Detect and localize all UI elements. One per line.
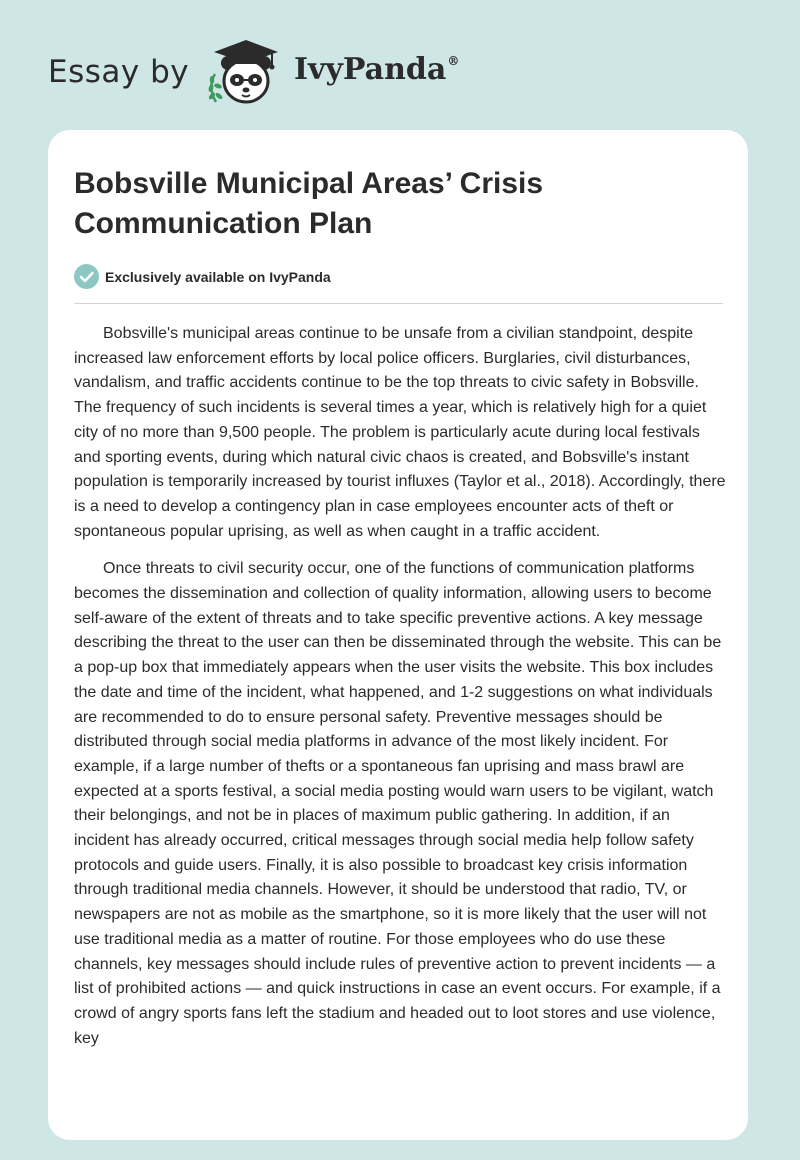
badge-label: Exclusively available on IvyPanda xyxy=(105,269,331,285)
exclusive-badge xyxy=(74,264,674,290)
essay-body xyxy=(74,322,726,1064)
divider xyxy=(74,303,723,304)
registered-mark: ® xyxy=(447,54,460,68)
check-circle-icon xyxy=(74,264,99,289)
article-card xyxy=(48,130,748,1140)
brand-prefix: Essay by xyxy=(48,54,190,90)
brand-name[interactable] xyxy=(294,52,459,87)
panda-logo-icon[interactable] xyxy=(202,36,286,108)
paragraph: Bobsville's municipal areas continue to be unsafe from a civilian standpoint, despite increased law enforcement efforts by local police officers. Burglaries, civil disturbances, vandalism, and traffic accidents continue to be the top threats to civic safety in Bobsville. The frequency of such incidents is several times a year, which is relatively high for a quiet city of no more than 9,500 people. The problem is particularly acute during local festivals and sporting events, during which natural civic chaos is created, and Bobsville's instant population is temporarily increased by tourist influxes (Taylor et al., 2018). Accordingly, there is a need to develop a contingency plan in case employees encounter acts of theft or spontaneous popular uprising, as well as when caught in a traffic accident. xyxy=(74,325,726,540)
site-header xyxy=(48,36,468,106)
brand-name-text: IvyPanda xyxy=(294,52,447,87)
page-title: Bobsville Municipal Areas’ Crisis Communication Plan xyxy=(74,167,544,240)
paragraph: Once threats to civil security occur, one of the functions of communication platforms becomes the dissemination and collection of quality information, allowing users to become self-aware of the extent of threats and to take specific preventive actions. A key message describing the threat to the user can then be disseminated through the website. This can be a pop-up box that immediately appears when the user visits the website. This box includes the date and time of the incident, what happened, and 1-2 suggestions on what individuals are recommended to do to ensure personal safety. Preventive messages should be distributed through social media platforms in advance of the most likely incident. For example, if a large number of thefts or a spontaneous fan uprising and mass brawl are expected at a sports festival, a social media posting would warn users to be vigilant, watch their belongings, and not be in places of maximum public gathering. In addition, if an incident has already occurred, critical messages through social media help follow safety protocols and guide users. Finally, it is also possible to broadcast key crisis information through traditional media channels. However, it should be understood that radio, TV, or newspapers are not as mobile as the smartphone, so it is more likely that the user will not use traditional media as a matter of routine. For those employees who do use these channels, key messages should include rules of preventive action to prevent incidents — a list of prohibited actions — and quick instructions in case an event occurs. For example, if a crowd of angry sports fans left the stadium and headed out to loot stores and use violence, key xyxy=(74,560,722,1047)
